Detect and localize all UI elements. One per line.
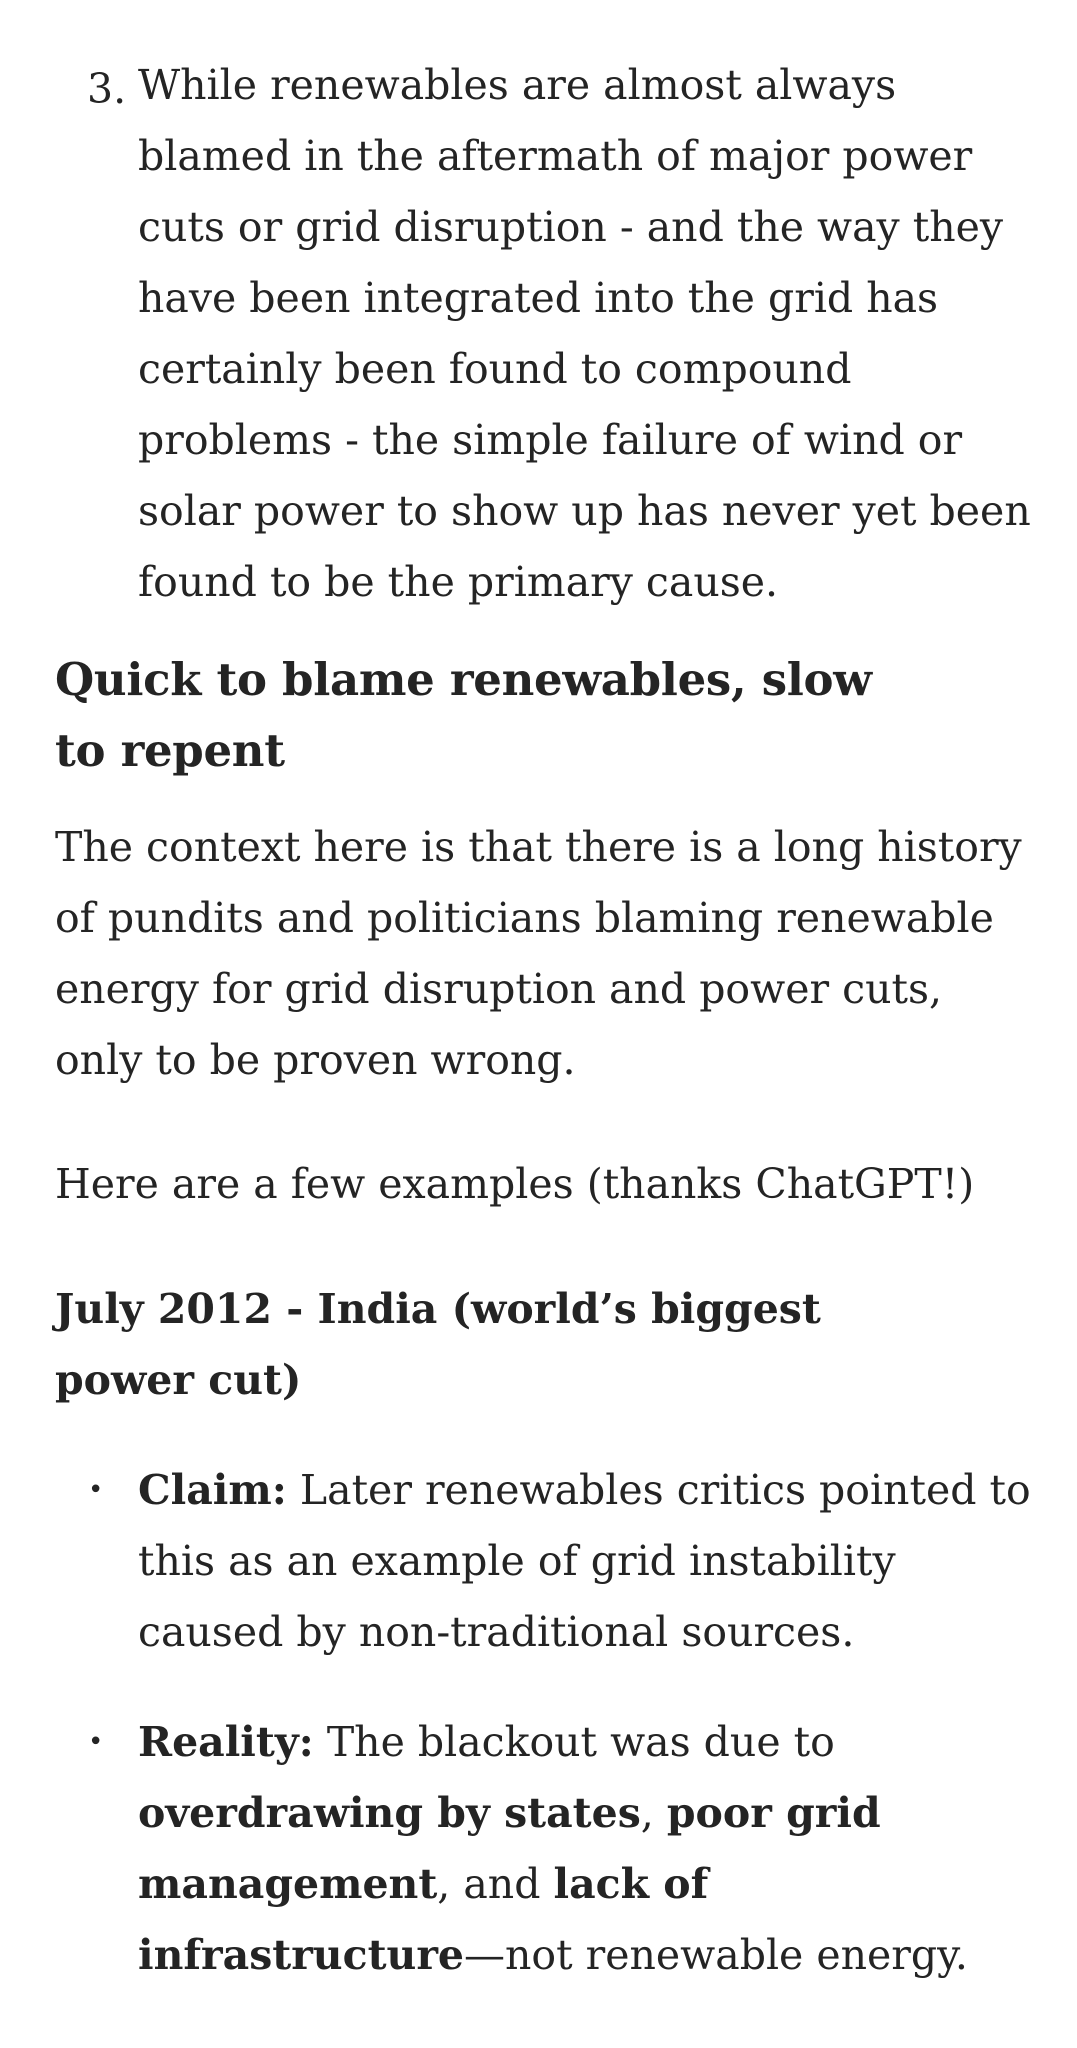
- section-heading: Quick to blame renewables, slow to repent: [55, 653, 872, 777]
- reality-bold-2: poor grid management: [138, 1789, 881, 1908]
- reality-label: Reality:: [138, 1718, 314, 1766]
- list-number: 3.: [87, 65, 127, 113]
- bullet-icon: •: [88, 1727, 104, 1757]
- bullet-list: [55, 1455, 1045, 1991]
- claim-label: Claim:: [138, 1466, 287, 1514]
- reality-bold-3: lack of infrastructure: [138, 1860, 709, 1979]
- example-heading: July 2012 - India (world’s biggest power cut): [55, 1285, 821, 1404]
- bullet-item-claim: [55, 1455, 1038, 1668]
- numbered-list-item: [55, 0, 1038, 618]
- reality-text-2: ,: [640, 1789, 667, 1837]
- paragraph-examples: Here are a few examples (thanks ChatGPT!): [55, 1160, 975, 1208]
- reality-text-1: The blackout was due to: [313, 1718, 835, 1766]
- bullet-item-reality: [55, 1707, 1038, 1991]
- reality-text-3: , and: [437, 1860, 554, 1908]
- claim-text: Later renewables critics pointed to this as an example of grid instability caused by non-traditional sources.: [138, 1466, 1031, 1656]
- paragraph-context: The context here is that there is a long history of pundits and politicians blaming renewable energy for grid disruption and power cuts, only to be proven wrong.: [55, 823, 1022, 1084]
- numbered-list: [55, 0, 1045, 618]
- article-body: [55, 0, 1045, 1991]
- reality-text-4: —not renewable energy.: [464, 1931, 968, 1979]
- bullet-icon: •: [88, 1475, 104, 1505]
- reality-bold-1: overdrawing by states: [138, 1789, 641, 1837]
- list-item-text: While renewables are almost always blamed in the aftermath of major power cuts or grid disruption - and the way they have been integrated into the grid has certainly been found to compound problems - the simple failure of wind or solar power to show up has never yet been found to be the primary cause.: [138, 61, 1031, 606]
